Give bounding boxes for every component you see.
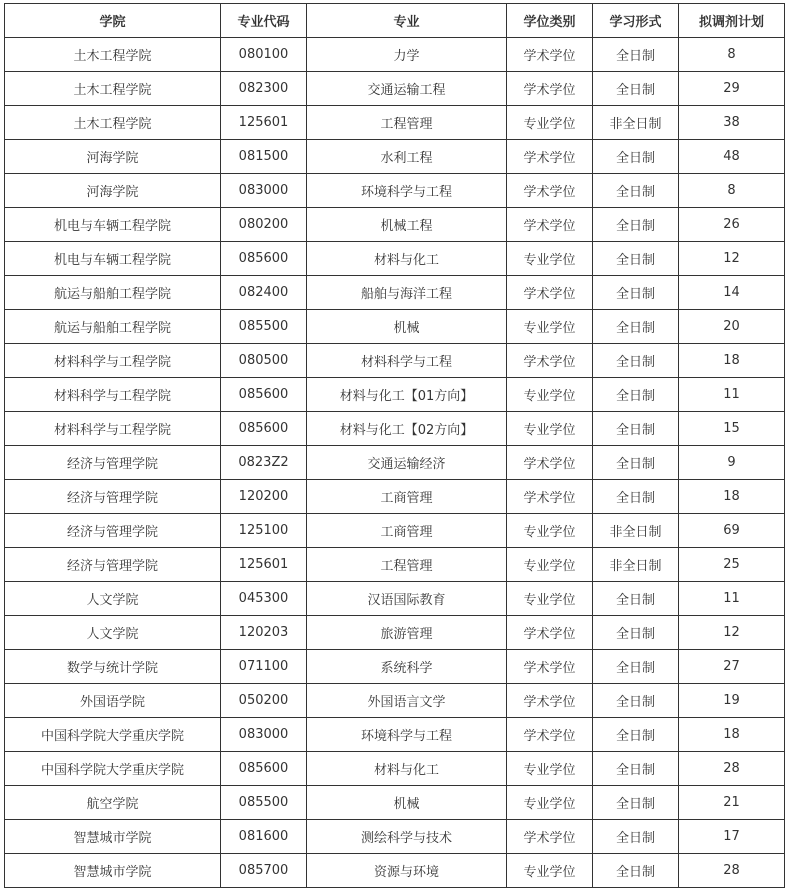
table-row [5, 344, 785, 378]
table-row [5, 684, 785, 718]
major-cell: 测绘科学与技术 [307, 820, 507, 854]
planned-quota-cell: 12 [679, 242, 785, 276]
major-cell: 材料与化工 [307, 752, 507, 786]
major-cell: 机械工程 [307, 208, 507, 242]
college-cell: 经济与管理学院 [5, 446, 221, 480]
major-cell: 环境科学与工程 [307, 174, 507, 208]
college-cell: 航空学院 [5, 786, 221, 820]
major-code-cell: 080200 [221, 208, 307, 242]
major-cell: 机械 [307, 310, 507, 344]
header-study-mode: 学习形式 [593, 4, 679, 38]
study-mode-cell: 全日制 [593, 174, 679, 208]
major-cell: 机械 [307, 786, 507, 820]
table-row [5, 752, 785, 786]
major-code-cell: 085600 [221, 752, 307, 786]
table-row [5, 140, 785, 174]
table-row [5, 310, 785, 344]
planned-quota-cell: 17 [679, 820, 785, 854]
major-code-cell: 085600 [221, 242, 307, 276]
major-code-cell: 080100 [221, 38, 307, 72]
planned-quota-cell: 28 [679, 854, 785, 888]
major-cell: 环境科学与工程 [307, 718, 507, 752]
college-cell: 智慧城市学院 [5, 820, 221, 854]
adjustment-plan-table [4, 3, 785, 888]
major-cell: 汉语国际教育 [307, 582, 507, 616]
college-cell: 航运与船舶工程学院 [5, 310, 221, 344]
degree-type-cell: 学术学位 [507, 616, 593, 650]
major-code-cell: 085500 [221, 310, 307, 344]
degree-type-cell: 学术学位 [507, 72, 593, 106]
study-mode-cell: 非全日制 [593, 106, 679, 140]
major-cell: 材料与化工【02方向】 [307, 412, 507, 446]
table-row [5, 650, 785, 684]
major-code-cell: 081600 [221, 820, 307, 854]
major-cell: 旅游管理 [307, 616, 507, 650]
major-code-cell: 085500 [221, 786, 307, 820]
major-cell: 外国语言文学 [307, 684, 507, 718]
college-cell: 人文学院 [5, 616, 221, 650]
major-code-cell: 0823Z2 [221, 446, 307, 480]
college-cell: 航运与船舶工程学院 [5, 276, 221, 310]
planned-quota-cell: 15 [679, 412, 785, 446]
major-code-cell: 120200 [221, 480, 307, 514]
table-row [5, 242, 785, 276]
study-mode-cell: 全日制 [593, 72, 679, 106]
major-code-cell: 085600 [221, 378, 307, 412]
planned-quota-cell: 29 [679, 72, 785, 106]
degree-type-cell: 学术学位 [507, 174, 593, 208]
degree-type-cell: 学术学位 [507, 480, 593, 514]
major-cell: 工商管理 [307, 514, 507, 548]
table-header-row [5, 4, 785, 38]
study-mode-cell: 全日制 [593, 140, 679, 174]
degree-type-cell: 专业学位 [507, 854, 593, 888]
study-mode-cell: 全日制 [593, 786, 679, 820]
planned-quota-cell: 48 [679, 140, 785, 174]
degree-type-cell: 专业学位 [507, 242, 593, 276]
planned-quota-cell: 11 [679, 378, 785, 412]
degree-type-cell: 学术学位 [507, 820, 593, 854]
major-cell: 材料与化工 [307, 242, 507, 276]
degree-type-cell: 专业学位 [507, 412, 593, 446]
college-cell: 机电与车辆工程学院 [5, 208, 221, 242]
major-cell: 工商管理 [307, 480, 507, 514]
planned-quota-cell: 25 [679, 548, 785, 582]
degree-type-cell: 专业学位 [507, 548, 593, 582]
major-cell: 工程管理 [307, 106, 507, 140]
planned-quota-cell: 38 [679, 106, 785, 140]
major-code-cell: 125601 [221, 106, 307, 140]
table-row [5, 582, 785, 616]
major-code-cell: 125601 [221, 548, 307, 582]
degree-type-cell: 学术学位 [507, 276, 593, 310]
college-cell: 经济与管理学院 [5, 480, 221, 514]
study-mode-cell: 全日制 [593, 378, 679, 412]
degree-type-cell: 专业学位 [507, 786, 593, 820]
table-row [5, 446, 785, 480]
degree-type-cell: 专业学位 [507, 752, 593, 786]
planned-quota-cell: 9 [679, 446, 785, 480]
major-cell: 材料科学与工程 [307, 344, 507, 378]
table-row [5, 548, 785, 582]
planned-quota-cell: 20 [679, 310, 785, 344]
planned-quota-cell: 21 [679, 786, 785, 820]
college-cell: 材料科学与工程学院 [5, 412, 221, 446]
study-mode-cell: 全日制 [593, 344, 679, 378]
college-cell: 土木工程学院 [5, 106, 221, 140]
major-code-cell: 085600 [221, 412, 307, 446]
college-cell: 材料科学与工程学院 [5, 378, 221, 412]
header-major-code: 专业代码 [221, 4, 307, 38]
major-cell: 工程管理 [307, 548, 507, 582]
degree-type-cell: 学术学位 [507, 718, 593, 752]
header-planned-quota: 拟调剂计划 [679, 4, 785, 38]
college-cell: 经济与管理学院 [5, 514, 221, 548]
college-cell: 数学与统计学院 [5, 650, 221, 684]
degree-type-cell: 专业学位 [507, 582, 593, 616]
table-row [5, 174, 785, 208]
table-row [5, 106, 785, 140]
study-mode-cell: 全日制 [593, 208, 679, 242]
degree-type-cell: 学术学位 [507, 684, 593, 718]
study-mode-cell: 全日制 [593, 820, 679, 854]
planned-quota-cell: 18 [679, 718, 785, 752]
major-cell: 交通运输经济 [307, 446, 507, 480]
study-mode-cell: 全日制 [593, 854, 679, 888]
study-mode-cell: 全日制 [593, 718, 679, 752]
table-row [5, 480, 785, 514]
planned-quota-cell: 12 [679, 616, 785, 650]
table-row [5, 718, 785, 752]
major-code-cell: 081500 [221, 140, 307, 174]
major-cell: 资源与环境 [307, 854, 507, 888]
college-cell: 人文学院 [5, 582, 221, 616]
study-mode-cell: 全日制 [593, 480, 679, 514]
study-mode-cell: 全日制 [593, 752, 679, 786]
major-code-cell: 071100 [221, 650, 307, 684]
college-cell: 智慧城市学院 [5, 854, 221, 888]
major-code-cell: 083000 [221, 718, 307, 752]
major-code-cell: 050200 [221, 684, 307, 718]
degree-type-cell: 学术学位 [507, 650, 593, 684]
major-cell: 力学 [307, 38, 507, 72]
table-row [5, 616, 785, 650]
major-code-cell: 080500 [221, 344, 307, 378]
study-mode-cell: 全日制 [593, 38, 679, 72]
planned-quota-cell: 69 [679, 514, 785, 548]
study-mode-cell: 全日制 [593, 242, 679, 276]
major-cell: 水利工程 [307, 140, 507, 174]
college-cell: 外国语学院 [5, 684, 221, 718]
major-code-cell: 120203 [221, 616, 307, 650]
table-body [5, 38, 785, 888]
planned-quota-cell: 18 [679, 480, 785, 514]
major-cell: 系统科学 [307, 650, 507, 684]
major-cell: 材料与化工【01方向】 [307, 378, 507, 412]
table-row [5, 514, 785, 548]
college-cell: 河海学院 [5, 140, 221, 174]
table-row [5, 854, 785, 888]
planned-quota-cell: 11 [679, 582, 785, 616]
study-mode-cell: 全日制 [593, 446, 679, 480]
planned-quota-cell: 18 [679, 344, 785, 378]
table-row [5, 72, 785, 106]
degree-type-cell: 专业学位 [507, 378, 593, 412]
college-cell: 经济与管理学院 [5, 548, 221, 582]
study-mode-cell: 全日制 [593, 412, 679, 446]
major-code-cell: 083000 [221, 174, 307, 208]
header-degree-type: 学位类别 [507, 4, 593, 38]
major-code-cell: 125100 [221, 514, 307, 548]
table-row [5, 786, 785, 820]
degree-type-cell: 学术学位 [507, 140, 593, 174]
planned-quota-cell: 27 [679, 650, 785, 684]
degree-type-cell: 学术学位 [507, 344, 593, 378]
study-mode-cell: 非全日制 [593, 548, 679, 582]
study-mode-cell: 全日制 [593, 310, 679, 344]
major-cell: 船舶与海洋工程 [307, 276, 507, 310]
study-mode-cell: 非全日制 [593, 514, 679, 548]
college-cell: 中国科学院大学重庆学院 [5, 718, 221, 752]
planned-quota-cell: 26 [679, 208, 785, 242]
degree-type-cell: 专业学位 [507, 106, 593, 140]
major-code-cell: 045300 [221, 582, 307, 616]
planned-quota-cell: 8 [679, 38, 785, 72]
study-mode-cell: 全日制 [593, 582, 679, 616]
header-college: 学院 [5, 4, 221, 38]
degree-type-cell: 专业学位 [507, 310, 593, 344]
college-cell: 机电与车辆工程学院 [5, 242, 221, 276]
degree-type-cell: 学术学位 [507, 446, 593, 480]
table-row [5, 412, 785, 446]
table-row [5, 820, 785, 854]
table-row [5, 208, 785, 242]
degree-type-cell: 学术学位 [507, 208, 593, 242]
table-row [5, 38, 785, 72]
planned-quota-cell: 14 [679, 276, 785, 310]
college-cell: 材料科学与工程学院 [5, 344, 221, 378]
study-mode-cell: 全日制 [593, 684, 679, 718]
major-code-cell: 082400 [221, 276, 307, 310]
table-row [5, 276, 785, 310]
header-major: 专业 [307, 4, 507, 38]
degree-type-cell: 专业学位 [507, 514, 593, 548]
major-code-cell: 085700 [221, 854, 307, 888]
college-cell: 中国科学院大学重庆学院 [5, 752, 221, 786]
college-cell: 土木工程学院 [5, 72, 221, 106]
degree-type-cell: 学术学位 [507, 38, 593, 72]
college-cell: 土木工程学院 [5, 38, 221, 72]
planned-quota-cell: 19 [679, 684, 785, 718]
planned-quota-cell: 28 [679, 752, 785, 786]
study-mode-cell: 全日制 [593, 650, 679, 684]
college-cell: 河海学院 [5, 174, 221, 208]
study-mode-cell: 全日制 [593, 276, 679, 310]
major-cell: 交通运输工程 [307, 72, 507, 106]
major-code-cell: 082300 [221, 72, 307, 106]
table-row [5, 378, 785, 412]
study-mode-cell: 全日制 [593, 616, 679, 650]
planned-quota-cell: 8 [679, 174, 785, 208]
